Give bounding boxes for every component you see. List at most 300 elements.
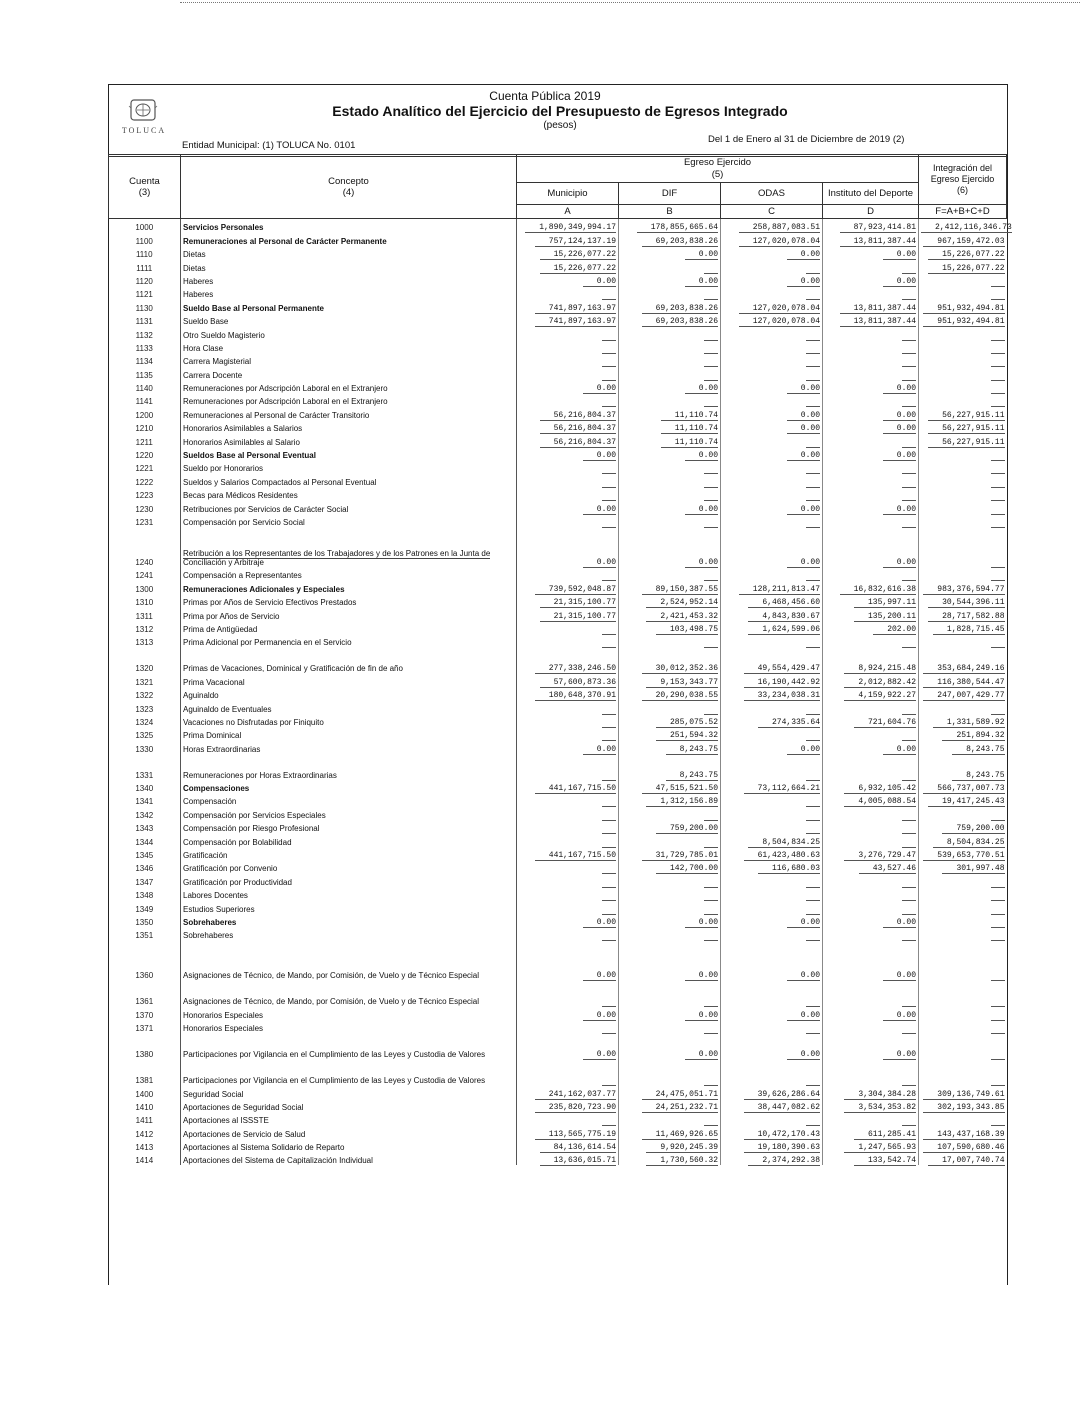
dif-value-cell (619, 900, 721, 913)
dif-value: 285,075.52 (656, 718, 718, 728)
account-code: 1342 (135, 810, 154, 820)
municipio-value-cell (517, 473, 619, 486)
dif-value-cell (619, 366, 721, 379)
account-code: 1351 (135, 931, 154, 941)
dif-value: 47,515,521.50 (642, 784, 718, 794)
table-row (109, 820, 1007, 833)
total-value-cell (919, 1059, 1007, 1085)
municipio-value-cell (517, 873, 619, 886)
odas-value: 49,554,429.47 (744, 664, 820, 674)
concept-text: Retribución a los Representantes de los Trabajadores y de los Patrones en la Junta de Conciliación y Arbitraje (183, 548, 491, 567)
deporte-value-cell (823, 793, 919, 806)
table-row (109, 887, 1007, 900)
deporte-value: 0.00 (883, 918, 916, 928)
municipio-value (602, 997, 616, 1007)
municipio-value-cell (517, 820, 619, 833)
municipio-value (602, 811, 616, 821)
account-code: 1210 (135, 424, 154, 434)
concept-text: Aportaciones al Sistema Solidario de Reparto (183, 1143, 374, 1152)
odas-value: 0.00 (787, 277, 820, 287)
municipio-value (602, 491, 616, 501)
dif-value: 8,243.75 (666, 745, 718, 755)
account-code: 1311 (135, 611, 153, 621)
dif-value (704, 264, 718, 274)
table-row (109, 527, 1007, 567)
deporte-value-cell (823, 313, 919, 326)
deporte-value-cell (823, 393, 919, 406)
account-code: 1222 (135, 477, 154, 487)
municipio-value-cell (517, 380, 619, 393)
total-value (991, 638, 1005, 648)
dif-value (704, 1024, 718, 1034)
odas-value (806, 371, 820, 381)
deporte-value (902, 905, 916, 915)
table-row (109, 621, 1007, 634)
total-value-cell (919, 580, 1007, 593)
deporte-value: 6,932,105.42 (844, 784, 916, 794)
dif-value-cell (619, 246, 721, 259)
municipio-value-cell (517, 700, 619, 713)
dif-value-cell (619, 980, 721, 1006)
odas-value-cell (721, 580, 823, 593)
odas-value (806, 331, 820, 341)
municipio-value: 0.00 (583, 918, 616, 928)
municipio-value (602, 931, 616, 941)
deporte-value (902, 264, 916, 274)
total-value: 56,227,915.11 (928, 424, 1004, 434)
deporte-value (902, 1076, 916, 1086)
account-code: 1322 (135, 691, 154, 701)
odas-value-cell (721, 353, 823, 366)
municipio-value: 84,136,614.54 (540, 1143, 616, 1153)
odas-value-cell (721, 259, 823, 272)
concept-text: Remuneraciones por Adscripción Laboral en el Extranjero (183, 397, 418, 406)
deporte-value-cell (823, 286, 919, 299)
dif-value: 69,203,838.26 (642, 304, 718, 314)
municipio-value (602, 344, 616, 354)
odas-value (806, 771, 820, 781)
odas-value-cell (721, 460, 823, 473)
deporte-value-cell (823, 820, 919, 833)
total-value (991, 891, 1005, 901)
deporte-value (902, 1024, 916, 1034)
deporte-value-cell (823, 447, 919, 460)
account-code: 1140 (135, 384, 153, 394)
account-code: 1323 (135, 704, 154, 714)
deporte-value-cell (823, 647, 919, 673)
table-row (109, 433, 1007, 446)
total-value-cell (919, 1020, 1007, 1033)
deporte-value-cell (823, 980, 919, 1006)
municipio-value-cell (517, 754, 619, 780)
dif-value: 0.00 (685, 918, 718, 928)
table-row (109, 286, 1007, 299)
total-value: 353,684,249.16 (923, 664, 1004, 674)
dif-value (704, 371, 718, 381)
total-value: 302,193,343.85 (923, 1103, 1004, 1113)
municipio-value (602, 824, 616, 834)
municipio-value-cell (517, 353, 619, 366)
odas-value-cell (721, 887, 823, 900)
odas-value-cell (721, 406, 823, 419)
municipio-value-cell (517, 860, 619, 873)
dif-value-cell (619, 594, 721, 607)
dif-value: 9,153,343.77 (646, 678, 718, 688)
deporte-value-cell (823, 420, 919, 433)
deporte-value (902, 571, 916, 581)
concept-cell (181, 714, 517, 727)
deporte-value-cell (823, 246, 919, 259)
municipio-value-cell (517, 594, 619, 607)
municipio-value (602, 331, 616, 341)
total-value (991, 464, 1005, 474)
total-value-cell (919, 714, 1007, 727)
deporte-value-cell (823, 1059, 919, 1085)
dif-value: 0.00 (685, 1011, 718, 1021)
table-row (109, 366, 1007, 379)
total-value-cell (919, 594, 1007, 607)
account-code: 1000 (135, 223, 154, 233)
dif-value: 31,729,785.01 (642, 851, 718, 861)
dif-value (704, 838, 718, 848)
municipio-value (602, 290, 616, 300)
municipio-value-cell (517, 940, 619, 980)
dif-value-cell (619, 514, 721, 527)
odas-value: 73,112,664.21 (744, 784, 820, 794)
municipio-value (602, 571, 616, 581)
deporte-value-cell (823, 900, 919, 913)
total-value (991, 371, 1005, 381)
total-value-cell (919, 1139, 1007, 1152)
concept-cell (181, 473, 517, 486)
municipio-value: 277,338,246.50 (535, 664, 616, 674)
municipio-value (602, 731, 616, 741)
dif-value: 1,312,156.89 (646, 797, 718, 807)
total-value-cell (919, 1033, 1007, 1059)
municipio-value-cell (517, 687, 619, 700)
dif-value (704, 357, 718, 367)
dif-value (704, 491, 718, 501)
municipio-value-cell (517, 514, 619, 527)
odas-value-cell (721, 754, 823, 780)
scan-noise (180, 2, 1080, 7)
municipio-value-cell (517, 580, 619, 593)
concept-text: Sobrehaberes (183, 918, 266, 927)
concept-text: Hora Clase (183, 344, 253, 353)
concept-cell (181, 833, 517, 846)
odas-value (806, 571, 820, 581)
total-value: 15,226,077.22 (928, 250, 1004, 260)
deporte-value (902, 518, 916, 528)
deporte-value-cell (823, 833, 919, 846)
total-value-cell (919, 340, 1007, 353)
odas-value: 0.00 (787, 745, 820, 755)
dif-value-cell (619, 353, 721, 366)
deporte-value-cell (823, 1125, 919, 1138)
deporte-value: 0.00 (883, 558, 916, 568)
deporte-value: 202.00 (873, 625, 916, 635)
dif-value: 11,110.74 (661, 424, 718, 434)
deporte-value: 0.00 (883, 745, 916, 755)
deporte-value (902, 997, 916, 1007)
municipio-value: 0.00 (583, 1050, 616, 1060)
municipio-value: 0.00 (583, 1011, 616, 1021)
odas-value: 19,180,390.63 (744, 1143, 820, 1153)
odas-value (806, 997, 820, 1007)
dif-value: 251,594.32 (656, 731, 718, 741)
deporte-value-cell (823, 927, 919, 940)
report-year-title: Cuenta Pública 2019 (489, 89, 601, 103)
total-value-cell (919, 754, 1007, 780)
table-row (109, 380, 1007, 393)
municipio-value-cell (517, 914, 619, 927)
dif-value-cell (619, 1112, 721, 1125)
total-value-cell (919, 1112, 1007, 1125)
deporte-value-cell (823, 1112, 919, 1125)
total-value (991, 1011, 1005, 1021)
col-letter-a: A (517, 205, 619, 219)
concept-cell (181, 487, 517, 500)
total-value-cell (919, 527, 1007, 567)
account-code: 1141 (135, 397, 153, 407)
deporte-value: 87,923,414.81 (840, 223, 916, 233)
odas-value (806, 811, 820, 821)
table-row (109, 326, 1007, 339)
municipio-value (602, 357, 616, 367)
deporte-value (902, 397, 916, 407)
deporte-value (902, 438, 916, 448)
odas-value: 8,504,834.25 (748, 838, 820, 848)
dif-value (704, 397, 718, 407)
deporte-value: 4,005,088.54 (844, 797, 916, 807)
deporte-value-cell (823, 1085, 919, 1098)
concept-text: Primas por Años de Servicio Efectivos Prestados (183, 598, 386, 607)
municipio-value-cell (517, 647, 619, 673)
dif-value-cell (619, 793, 721, 806)
dif-value: 89,150,387.55 (642, 585, 718, 595)
concept-text: Honorarios Especiales (183, 1011, 293, 1020)
account-code: 1370 (135, 1010, 154, 1020)
concept-cell (181, 406, 517, 419)
odas-value (806, 397, 820, 407)
deporte-value-cell (823, 806, 919, 819)
account-code: 1330 (135, 744, 154, 754)
municipio-value: 0.00 (583, 505, 616, 515)
total-value-cell (919, 433, 1007, 446)
total-value-cell (919, 860, 1007, 873)
dif-value-cell (619, 487, 721, 500)
total-value: 2,412,116,346.73 (921, 223, 1012, 233)
total-value: 8,243.75 (952, 771, 1004, 781)
deporte-value: 721,604.76 (854, 718, 916, 728)
deporte-value-cell (823, 299, 919, 312)
odas-value-cell (721, 1099, 823, 1112)
municipio-value-cell (517, 420, 619, 433)
concept-text: Sueldo por Honorarios (183, 464, 293, 473)
total-value (991, 518, 1005, 528)
concept-cell (181, 580, 517, 593)
municipio-value-cell (517, 447, 619, 460)
deporte-value (902, 771, 916, 781)
concept-text: Primas de Vacaciones, Dominical y Gratificación de fin de año (183, 664, 403, 674)
municipio-value-cell (517, 1006, 619, 1019)
coat-of-arms-icon (128, 98, 158, 124)
concept-cell (181, 273, 517, 286)
odas-value (806, 491, 820, 501)
concept-cell (181, 527, 517, 567)
concept-text: Compensación a Representantes (183, 571, 332, 580)
account-code: 1381 (135, 1076, 154, 1086)
deporte-value-cell (823, 847, 919, 860)
total-value: 539,653,770.51 (923, 851, 1004, 861)
toluca-logo (112, 96, 176, 140)
total-value-cell (919, 299, 1007, 312)
municipio-value: 0.00 (583, 451, 616, 461)
concept-text: Remuneraciones al Personal de Carácter Permanente (183, 237, 417, 246)
dif-value (704, 1116, 718, 1126)
dif-value-cell (619, 232, 721, 245)
col-letter-b: B (619, 205, 721, 219)
deporte-value (902, 931, 916, 941)
deporte-value: 0.00 (883, 384, 916, 394)
concept-cell (181, 299, 517, 312)
odas-value (806, 464, 820, 474)
dif-value (704, 518, 718, 528)
account-code: 1231 (135, 517, 154, 527)
account-code: 1300 (135, 584, 154, 594)
account-code: 1221 (135, 464, 154, 474)
total-value-cell (919, 447, 1007, 460)
dif-value: 0.00 (685, 250, 718, 260)
deporte-value: 13,811,387.44 (840, 317, 916, 327)
municipio-value-cell (517, 219, 619, 233)
concept-cell (181, 420, 517, 433)
concept-text: Servicios Personales (183, 223, 294, 232)
municipio-value-cell (517, 487, 619, 500)
account-code: 1121 (135, 290, 153, 300)
odas-value-cell (721, 806, 823, 819)
concept-cell (181, 380, 517, 393)
odas-value-cell (721, 687, 823, 700)
account-code: 1346 (135, 864, 154, 874)
account-code: 1312 (135, 624, 154, 634)
deporte-value: 1,247,565.93 (844, 1143, 916, 1153)
dif-value-cell (619, 806, 721, 819)
account-code: 1343 (135, 824, 154, 834)
municipio-value-cell (517, 900, 619, 913)
total-value-cell (919, 273, 1007, 286)
total-value-cell (919, 460, 1007, 473)
municipio-value: 180,648,370.91 (535, 691, 616, 701)
odas-value-cell (721, 700, 823, 713)
odas-value-cell (721, 1085, 823, 1098)
municipio-value (602, 638, 616, 648)
odas-value: 0.00 (787, 451, 820, 461)
period-label: Del 1 de Enero al 31 de Diciembre de 2019 (2) (708, 134, 905, 145)
odas-value: 0.00 (787, 384, 820, 394)
municipio-value (602, 397, 616, 407)
odas-value-cell (721, 219, 823, 233)
odas-value (806, 518, 820, 528)
table-row (109, 500, 1007, 513)
total-value (991, 1050, 1005, 1060)
total-value (991, 878, 1005, 888)
table-row (109, 406, 1007, 419)
municipio-value-cell (517, 673, 619, 686)
municipio-value-cell (517, 366, 619, 379)
concept-text: Remuneraciones Adicionales y Especiales (183, 585, 375, 594)
odas-value-cell (721, 820, 823, 833)
odas-value-cell (721, 420, 823, 433)
concept-cell (181, 1059, 517, 1085)
deporte-value (902, 638, 916, 648)
concept-text: Retribuciones por Servicios de Carácter Social (183, 505, 378, 514)
total-value-cell (919, 806, 1007, 819)
odas-value: 10,472,170.43 (744, 1130, 820, 1140)
dif-value-cell (619, 754, 721, 780)
account-code: 1325 (135, 731, 154, 741)
dif-value: 8,243.75 (666, 771, 718, 781)
dif-value: 0.00 (685, 1050, 718, 1060)
dif-value-cell (619, 406, 721, 419)
deporte-value: 43,527.46 (859, 864, 916, 874)
dif-value: 103,498.75 (656, 625, 718, 635)
concept-cell (181, 687, 517, 700)
municipio-value-cell (517, 1152, 619, 1165)
dif-value-cell (619, 393, 721, 406)
concept-text: Aportaciones del Sistema de Capitalización Individual (183, 1156, 403, 1165)
deporte-value (902, 891, 916, 901)
concept-cell (181, 740, 517, 753)
deporte-value-cell (823, 232, 919, 245)
table-row (109, 259, 1007, 272)
municipio-value-cell (517, 1125, 619, 1138)
dif-value: 0.00 (685, 558, 718, 568)
municipio-value-cell (517, 232, 619, 245)
dif-value-cell (619, 1006, 721, 1019)
account-code: 1131 (135, 317, 153, 327)
dif-value (704, 811, 718, 821)
municipio-value-cell (517, 1112, 619, 1125)
concept-cell (181, 1099, 517, 1112)
table-row (109, 580, 1007, 593)
odas-value (806, 824, 820, 834)
odas-value: 61,423,480.63 (744, 851, 820, 861)
concept-cell (181, 607, 517, 620)
odas-value-cell (721, 940, 823, 980)
concept-cell (181, 1125, 517, 1138)
total-value-cell (919, 820, 1007, 833)
concept-cell (181, 594, 517, 607)
municipio-value: 56,216,804.37 (540, 411, 616, 421)
deporte-value-cell (823, 1152, 919, 1165)
odas-value (806, 891, 820, 901)
odas-value-cell (721, 473, 823, 486)
deporte-value-cell (823, 727, 919, 740)
municipio-value-cell (517, 406, 619, 419)
odas-value: 127,020,078.04 (739, 317, 820, 327)
odas-value-cell (721, 873, 823, 886)
total-value-cell (919, 940, 1007, 980)
odas-value-cell (721, 1125, 823, 1138)
odas-value (806, 705, 820, 715)
table-row (109, 714, 1007, 727)
deporte-value-cell (823, 380, 919, 393)
concept-cell (181, 313, 517, 326)
dif-value (704, 464, 718, 474)
dif-value-cell (619, 1152, 721, 1165)
total-value-cell (919, 567, 1007, 580)
